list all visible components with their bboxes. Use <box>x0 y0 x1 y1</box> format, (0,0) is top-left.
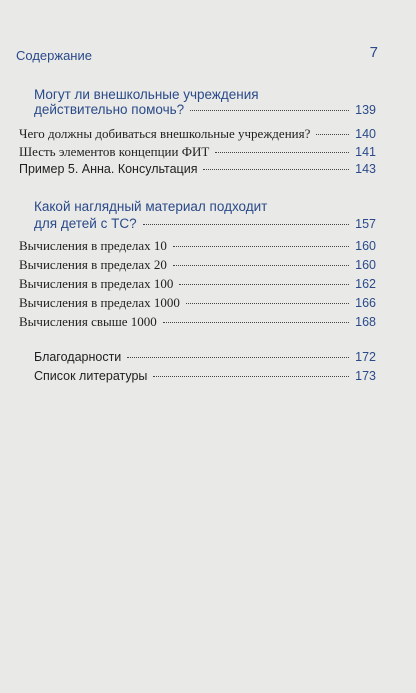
leader-dots <box>173 264 349 266</box>
toc-entry-page: 162 <box>355 277 376 291</box>
toc-entry-title: Список литературы <box>34 369 148 383</box>
leader-dots <box>186 302 349 304</box>
toc-entry-title: Вычисления в пределах 10 <box>19 238 167 253</box>
section2-heading-line1: Какой наглядный материал подходит <box>34 199 268 214</box>
toc-entry <box>19 276 376 292</box>
toc-entry-title: Пример 5. Анна. Консультация <box>19 162 198 176</box>
section1-heading-line1: Могут ли внешкольные учреждения <box>34 87 259 102</box>
leader-dots <box>143 223 350 225</box>
toc-entry <box>19 257 376 273</box>
toc-entry-page: 160 <box>355 239 376 253</box>
toc-entry-page: 141 <box>355 145 376 159</box>
leader-dots <box>153 375 349 377</box>
toc-entry-title: Шесть элементов концепции ФИТ <box>19 144 210 159</box>
toc-entry-title: Вычисления в пределах 20 <box>19 257 167 272</box>
leader-dots <box>163 321 349 323</box>
toc-entry-page: 160 <box>355 258 376 272</box>
toc-entry <box>19 126 376 142</box>
section1-heading-row <box>34 102 376 117</box>
toc-entry-title: Вычисления в пределах 100 <box>19 276 174 291</box>
leader-dots <box>173 245 349 247</box>
toc-entry <box>19 295 376 311</box>
toc-entry <box>34 350 376 364</box>
section2-heading-row <box>34 216 376 231</box>
leader-dots <box>215 151 349 153</box>
toc-entry-title: Чего должны добиваться внешкольные учреждения? <box>19 126 311 141</box>
page-number: 7 <box>369 44 378 61</box>
toc-entry-page: 168 <box>355 315 376 329</box>
toc-entry-page: 173 <box>355 369 376 383</box>
leader-dots <box>190 109 349 111</box>
toc-entry-page: 143 <box>355 162 376 176</box>
toc-entry-title: Вычисления свыше 1000 <box>19 314 157 329</box>
toc-entry <box>19 238 376 254</box>
leader-dots <box>203 168 349 170</box>
toc-entry <box>19 314 376 330</box>
toc-entry-page: 172 <box>355 350 376 364</box>
toc-entry-page: 140 <box>355 127 376 141</box>
toc-entry-title: Вычисления в пределах 1000 <box>19 295 180 310</box>
leader-dots <box>179 283 349 285</box>
section1-heading-line2: действительно помочь? <box>34 102 185 117</box>
toc-entry-title: Благодарности <box>34 350 122 364</box>
toc-entry <box>34 369 376 383</box>
section1-heading-page: 139 <box>355 103 376 117</box>
leader-dots <box>127 356 349 358</box>
section2-heading-line2: для детей с ТС? <box>34 216 137 231</box>
toc-entry-page: 166 <box>355 296 376 310</box>
leader-dots <box>316 133 349 135</box>
toc-entry <box>19 144 376 160</box>
section2-heading <box>34 196 267 218</box>
section2-heading-page: 157 <box>355 217 376 231</box>
toc-entry <box>19 162 376 176</box>
running-header-title: Содержание <box>16 48 92 63</box>
